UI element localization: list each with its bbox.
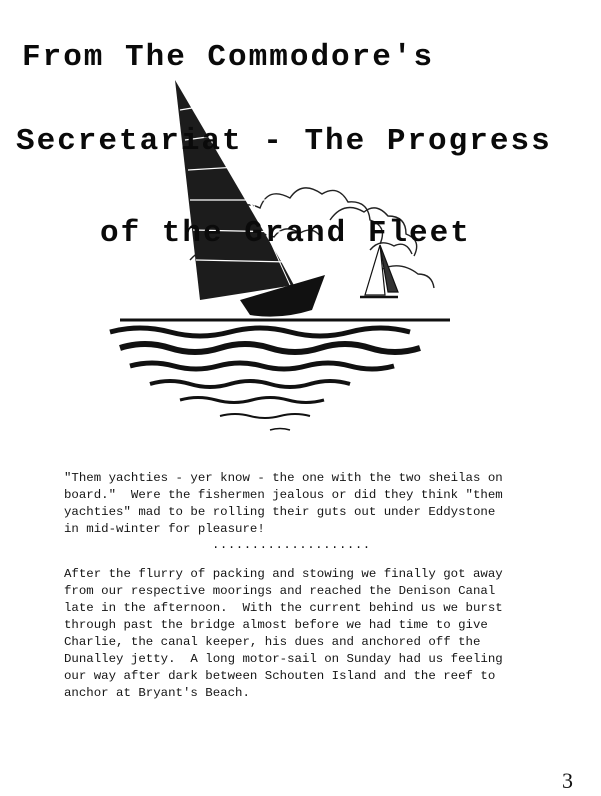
paragraph-line: yachties" mad to be rolling their guts out under Eddystone: [64, 505, 496, 519]
page-title-line-3: of the Grand Fleet: [100, 216, 471, 251]
paragraph-line: late in the afternoon. With the current behind us we burst: [64, 601, 503, 615]
paragraph-line: "Them yachties - yer know - the one with the two sheilas on: [64, 471, 503, 485]
sea-drawing: [110, 320, 450, 430]
paragraph-line: in mid-winter for pleasure!: [64, 522, 265, 536]
page-title-line-2: Secretariat - The Progress: [16, 124, 552, 159]
paragraph-2: [64, 566, 564, 702]
paragraph-line: anchor at Bryant's Beach.: [64, 686, 250, 700]
main-sail-drawing: [175, 80, 310, 305]
paragraph-line: from our respective moorings and reached the Denison Canal: [64, 584, 496, 598]
paragraph-line: After the flurry of packing and stowing we finally got away: [64, 567, 503, 581]
dotted-divider: ....................: [212, 538, 371, 552]
page-title-line-1: From The Commodore's: [22, 40, 435, 75]
paragraph-line: Charlie, the canal keeper, his dues and anchored off the: [64, 635, 481, 649]
paragraph-line: our way after dark between Schouten Island and the reef to: [64, 669, 496, 683]
page-number: 3: [562, 768, 573, 793]
paragraph-line: Dunalley jetty. A long motor-sail on Sunday had us feeling: [64, 652, 503, 666]
paragraph-line: board." Were the fishermen jealous or did they think "them: [64, 488, 503, 502]
paragraph-line: through past the bridge almost before we had time to give: [64, 618, 488, 632]
paragraph-1: [64, 470, 564, 538]
distant-yacht-drawing: [360, 245, 398, 297]
